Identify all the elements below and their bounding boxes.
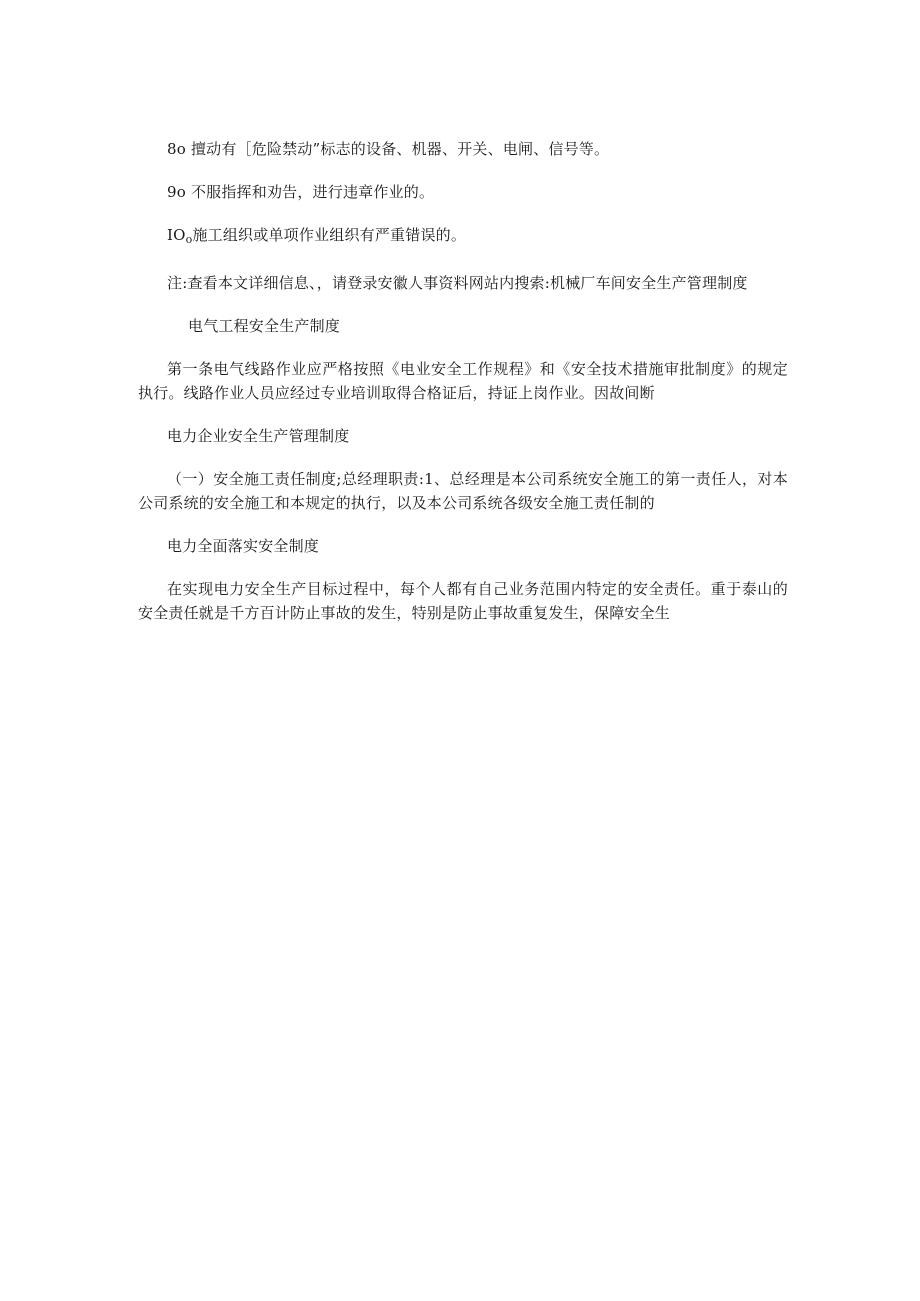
section-body-power-enterprise: （一）安全施工责任制度;总经理职责:1、总经理是本公司系统安全施工的第一责任人，对本公司系统的安全施工和本规定的执行，以及本公司系统各级安全施工责任制的 — [138, 470, 788, 512]
section-heading-power-implementation: 电力全面落实安全制度 — [167, 537, 320, 555]
section-body-electrical: 第一条电气线路作业应严格按照《电业安全工作规程》和《安全技术措施审批制度》的规定执行。线路作业人员应经过专业培训取得合格证后，持证上岗作业。因故间断 — [138, 360, 788, 402]
item-10-text: 施工组织或单项作业组织有严重错误的。 — [192, 226, 467, 244]
document-page — [138, 137, 788, 644]
item-8: 8o 擅动有［危险禁动”标志的设备、机器、开关、电闸、信号等。 — [167, 140, 610, 158]
section-heading-electrical: 电气工程安全生产制度 — [188, 317, 341, 335]
section-body-power-implementation: 在实现电力安全生产目标过程中，每个人都有自己业务范围内特定的安全责任。重于泰山的安全责任就是千方百计防止事故的发生，特别是防止事故重复发生，保障安全生 — [138, 580, 788, 622]
item-10-subscript: o — [185, 233, 193, 246]
search-note: 注:查看本文详细信息、，请登录安徽人事资料网站内搜索:机械厂车间安全生产管理制度 — [167, 274, 748, 292]
item-10 — [138, 223, 788, 252]
section-heading-power-enterprise: 电力企业安全生产管理制度 — [167, 427, 350, 445]
item-9: 9o 不服指挥和劝告，进行违章作业的。 — [167, 183, 435, 201]
item-10-number: IO — [167, 226, 186, 244]
